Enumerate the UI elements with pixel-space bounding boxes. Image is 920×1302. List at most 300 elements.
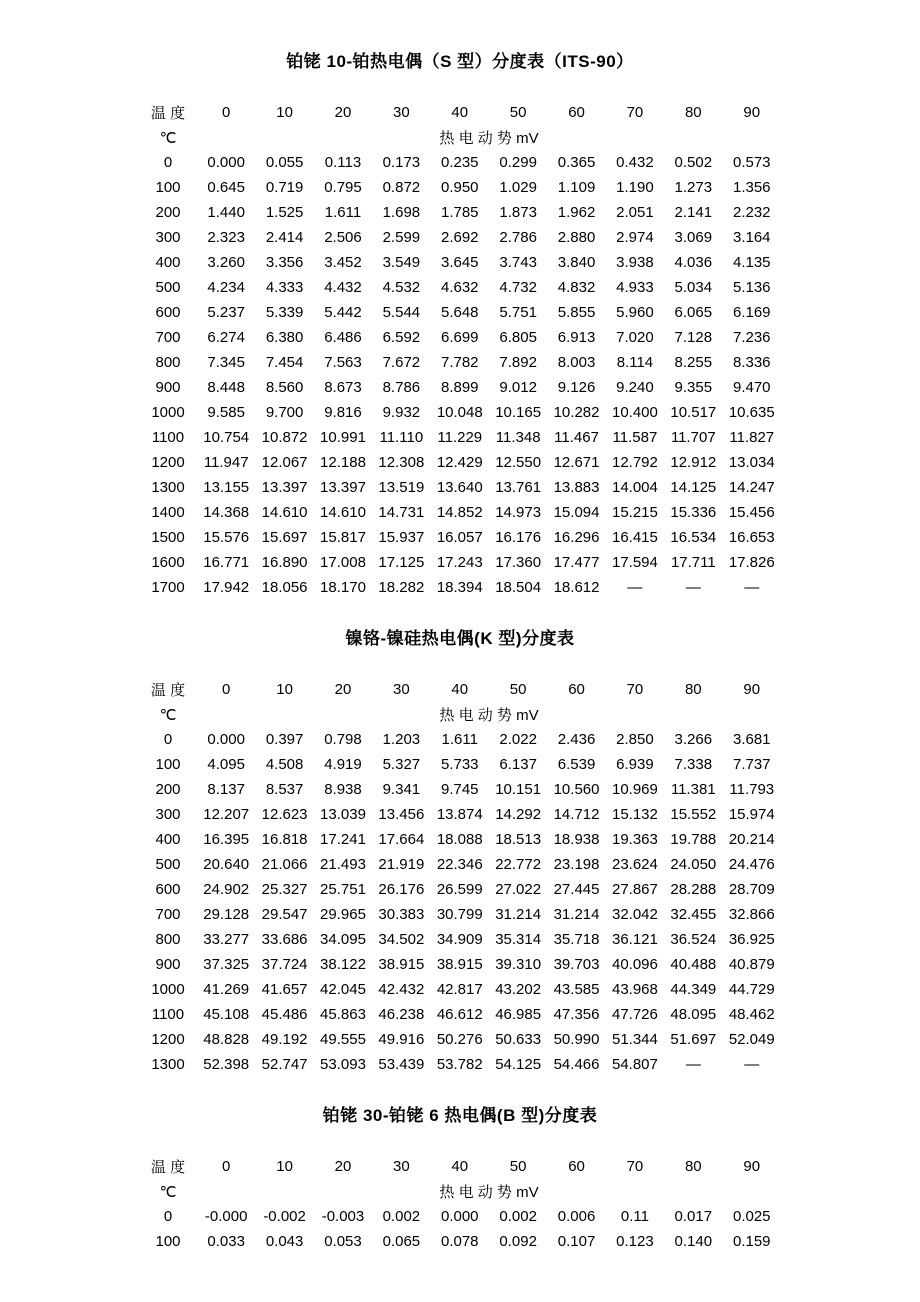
emf-value-cell: 48.462 (728, 1006, 775, 1023)
emf-value-cell: 23.198 (553, 856, 600, 873)
emf-value-cell: 18.088 (436, 831, 483, 848)
emf-value-cell: 2.974 (616, 229, 654, 246)
emf-value-cell: 45.863 (320, 1006, 366, 1023)
emf-value-cell: 49.916 (378, 1031, 425, 1048)
emf-value-cell: 54.466 (553, 1056, 600, 1073)
emf-value-cell: 47.356 (553, 1006, 600, 1023)
emf-value-cell: 26.176 (378, 881, 425, 898)
emf-value-cell: 36.524 (670, 931, 717, 948)
emf-value-cell: 43.968 (611, 981, 658, 998)
emf-value-cell: 0.055 (265, 154, 304, 171)
emf-value-cell: 2.022 (499, 731, 537, 748)
table-row (139, 150, 781, 175)
emf-value-cell: 6.539 (557, 756, 596, 773)
emf-value-cell: 2.051 (616, 204, 654, 221)
emf-value-cell: 12.308 (378, 454, 425, 471)
emf-value-cell: 14.125 (670, 479, 717, 496)
emf-value-cell: 16.534 (670, 529, 717, 546)
emf-value-cell: 12.671 (553, 454, 600, 471)
emf-value-cell: 35.718 (553, 931, 600, 948)
emf-value-cell: — (744, 1056, 760, 1073)
temperature-cell: 1500 (151, 529, 185, 546)
table-row (139, 200, 781, 225)
emf-value-cell: 16.653 (728, 529, 775, 546)
column-header: 70 (626, 1158, 644, 1175)
emf-value-cell: 2.436 (557, 731, 596, 748)
emf-value-cell: 27.867 (611, 881, 658, 898)
k-type-thermocouple-table (139, 677, 781, 1077)
celsius-unit-label: ℃ (159, 129, 177, 147)
temperature-cell: 1400 (151, 504, 185, 521)
emf-value-cell: 4.532 (382, 279, 421, 296)
table-row (139, 927, 781, 952)
emf-value-cell: 8.255 (674, 354, 713, 371)
emf-value-cell: 1.873 (499, 204, 537, 221)
emf-value-cell: 5.034 (674, 279, 713, 296)
emf-value-cell: 7.892 (499, 354, 537, 371)
emf-value-cell: 15.456 (728, 504, 775, 521)
emf-value-cell: — (685, 1056, 701, 1073)
temperature-cell: 200 (155, 781, 181, 798)
emf-value-cell: 0.432 (616, 154, 654, 171)
emf-value-cell: 28.709 (728, 881, 775, 898)
emf-value-cell: 13.397 (320, 479, 366, 496)
column-header: 温 度 (150, 1159, 186, 1176)
emf-value-cell: 21.919 (378, 856, 425, 873)
table-head (139, 1154, 781, 1204)
emf-value-cell: 16.771 (203, 554, 250, 571)
b-type-section (0, 1101, 920, 1254)
s-type-thermocouple-table (139, 100, 781, 600)
emf-unit-label: 热 电 动 势 mV (439, 130, 539, 147)
emf-value-cell: 7.020 (616, 329, 654, 346)
emf-value-cell: 0.573 (732, 154, 771, 171)
emf-value-cell: 7.563 (324, 354, 362, 371)
emf-value-cell: 0.159 (732, 1233, 771, 1250)
temperature-cell: 600 (155, 881, 181, 898)
emf-value-cell: 9.341 (382, 781, 421, 798)
column-header: 90 (743, 1158, 761, 1175)
emf-value-cell: 7.236 (732, 329, 771, 346)
emf-value-cell: 46.612 (436, 1006, 483, 1023)
emf-value-cell: 12.550 (495, 454, 542, 471)
emf-value-cell: 6.805 (499, 329, 537, 346)
temperature-cell: 200 (155, 204, 181, 221)
table-row (139, 175, 781, 200)
emf-value-cell: 43.585 (553, 981, 600, 998)
emf-value-cell: 10.872 (261, 429, 308, 446)
emf-value-cell: 8.336 (732, 354, 771, 371)
emf-value-cell: 38.915 (436, 956, 483, 973)
emf-value-cell: 3.681 (732, 731, 771, 748)
emf-value-cell: 41.269 (203, 981, 250, 998)
table-body (139, 150, 781, 600)
emf-value-cell: 1.273 (674, 179, 713, 196)
emf-value-cell: 5.544 (382, 304, 421, 321)
emf-value-cell: 17.594 (611, 554, 658, 571)
unit-row (139, 1179, 781, 1204)
emf-value-cell: -0.003 (321, 1208, 365, 1225)
emf-value-cell: 25.327 (261, 881, 308, 898)
emf-value-cell: 15.094 (553, 504, 600, 521)
emf-value-cell: 52.049 (728, 1031, 775, 1048)
emf-value-cell: 3.069 (674, 229, 713, 246)
temperature-cell: 800 (155, 354, 181, 371)
emf-value-cell: 49.555 (320, 1031, 366, 1048)
temperature-cell: 900 (155, 956, 181, 973)
emf-value-cell: 6.380 (265, 329, 304, 346)
temperature-cell: 1600 (151, 554, 185, 571)
table-row (139, 1229, 781, 1254)
table-row (139, 400, 781, 425)
emf-value-cell: 1.109 (557, 179, 596, 196)
emf-value-cell: 4.933 (616, 279, 654, 296)
emf-value-cell: 16.296 (553, 529, 600, 546)
emf-value-cell: 2.786 (499, 229, 537, 246)
emf-value-cell: 15.697 (261, 529, 308, 546)
emf-value-cell: 17.826 (728, 554, 775, 571)
celsius-unit-label: ℃ (159, 706, 177, 724)
column-header: 60 (568, 1158, 585, 1175)
column-header: 0 (222, 104, 231, 121)
emf-value-cell: 44.729 (728, 981, 775, 998)
emf-value-cell: 11.947 (203, 454, 249, 471)
emf-value-cell: 42.432 (378, 981, 425, 998)
table-row (139, 450, 781, 475)
emf-value-cell: 9.585 (207, 404, 245, 421)
table-row (139, 250, 781, 275)
emf-value-cell: 15.336 (670, 504, 717, 521)
emf-value-cell: 7.737 (732, 756, 771, 773)
emf-value-cell: 13.155 (203, 479, 250, 496)
emf-value-cell: 19.788 (670, 831, 717, 848)
table-row (139, 1204, 781, 1229)
celsius-unit-label: ℃ (159, 1183, 177, 1201)
table-row (139, 475, 781, 500)
emf-value-cell: 10.400 (611, 404, 658, 421)
emf-value-cell: 12.792 (611, 454, 658, 471)
column-header: 30 (393, 681, 410, 698)
b-type-table-title: 铂铑 30-铂铑 6 热电偶(B 型)分度表 (322, 1106, 598, 1125)
emf-value-cell: 48.095 (670, 1006, 717, 1023)
emf-value-cell: 20.214 (728, 831, 775, 848)
emf-value-cell: 4.135 (732, 254, 771, 271)
emf-value-cell: 18.504 (495, 579, 542, 596)
emf-value-cell: — (685, 579, 701, 596)
emf-value-cell: 29.128 (203, 906, 250, 923)
emf-value-cell: 0.107 (557, 1233, 596, 1250)
emf-value-cell: 0.11 (620, 1208, 649, 1225)
emf-value-cell: 15.937 (378, 529, 425, 546)
emf-value-cell: 14.368 (203, 504, 250, 521)
emf-value-cell: 48.828 (203, 1031, 250, 1048)
emf-value-cell: 9.012 (499, 379, 537, 396)
emf-value-cell: 2.850 (616, 731, 654, 748)
temperature-cell: 100 (155, 756, 181, 773)
emf-value-cell: 17.241 (320, 831, 366, 848)
emf-value-cell: 33.277 (203, 931, 250, 948)
temperature-cell: 0 (163, 154, 173, 171)
temperature-cell: 300 (155, 229, 181, 246)
emf-value-cell: 2.232 (732, 204, 771, 221)
emf-value-cell: 2.414 (265, 229, 304, 246)
column-header-row (139, 1154, 781, 1179)
emf-unit-label: 热 电 动 势 mV (439, 1184, 539, 1201)
emf-value-cell: 5.339 (265, 304, 304, 321)
table-row (139, 275, 781, 300)
emf-value-cell: 0.173 (382, 154, 421, 171)
emf-value-cell: 41.657 (261, 981, 308, 998)
table-row (139, 1027, 781, 1052)
emf-value-cell: 18.282 (378, 579, 425, 596)
emf-value-cell: 50.990 (553, 1031, 600, 1048)
emf-value-cell: — (627, 579, 643, 596)
temperature-cell: 400 (155, 831, 181, 848)
emf-value-cell: 18.938 (553, 831, 600, 848)
emf-value-cell: 14.004 (611, 479, 658, 496)
emf-value-cell: 6.169 (732, 304, 771, 321)
emf-value-cell: 10.560 (553, 781, 600, 798)
emf-value-cell: 9.126 (557, 379, 596, 396)
emf-value-cell: 2.506 (324, 229, 362, 246)
emf-value-cell: 10.165 (495, 404, 542, 421)
emf-value-cell: 11.707 (670, 429, 716, 446)
emf-value-cell: 13.456 (378, 806, 425, 823)
emf-value-cell: 38.915 (378, 956, 425, 973)
column-header: 30 (393, 104, 410, 121)
emf-value-cell: 15.132 (611, 806, 658, 823)
table-row (139, 827, 781, 852)
column-header: 30 (393, 1158, 410, 1175)
emf-value-cell: 10.517 (670, 404, 717, 421)
emf-value-cell: 17.664 (378, 831, 425, 848)
emf-value-cell: 5.327 (382, 756, 421, 773)
emf-value-cell: 6.274 (207, 329, 245, 346)
emf-value-cell: 1.698 (382, 204, 421, 221)
table-row (139, 777, 781, 802)
emf-value-cell: 23.624 (611, 856, 658, 873)
column-header: 80 (684, 1158, 702, 1175)
table-row (139, 727, 781, 752)
temperature-cell: 500 (155, 279, 181, 296)
emf-value-cell: 0.033 (207, 1233, 245, 1250)
emf-value-cell: 30.383 (378, 906, 425, 923)
emf-value-cell: 17.243 (436, 554, 483, 571)
emf-value-cell: 0.092 (499, 1233, 537, 1250)
emf-value-cell: 0.000 (207, 154, 245, 171)
emf-value-cell: 3.356 (265, 254, 304, 271)
emf-value-cell: 14.712 (553, 806, 600, 823)
emf-value-cell: 10.754 (203, 429, 250, 446)
temperature-cell: 0 (163, 1208, 173, 1225)
emf-value-cell: 17.942 (203, 579, 250, 596)
emf-value-cell: 34.909 (436, 931, 483, 948)
emf-value-cell: 0.017 (674, 1208, 713, 1225)
emf-value-cell: 0.950 (440, 179, 479, 196)
emf-value-cell: 12.429 (436, 454, 483, 471)
emf-value-cell: 53.782 (436, 1056, 483, 1073)
table-row (139, 852, 781, 877)
temperature-cell: 800 (155, 931, 181, 948)
emf-value-cell: 25.751 (320, 881, 366, 898)
emf-value-cell: 21.493 (320, 856, 366, 873)
emf-value-cell: 8.673 (324, 379, 362, 396)
temperature-cell: 1100 (151, 1006, 185, 1023)
emf-value-cell: 53.439 (378, 1056, 425, 1073)
emf-value-cell: 24.050 (670, 856, 717, 873)
emf-value-cell: 11.110 (379, 429, 424, 446)
emf-value-cell: 36.121 (611, 931, 658, 948)
emf-value-cell: 11.348 (495, 429, 541, 446)
emf-value-cell: 16.057 (436, 529, 483, 546)
emf-value-cell: 0.000 (207, 731, 245, 748)
emf-value-cell: 32.866 (728, 906, 775, 923)
emf-value-cell: 7.672 (382, 354, 421, 371)
emf-value-cell: 0.113 (324, 154, 362, 171)
emf-value-cell: 1.611 (324, 204, 362, 221)
emf-value-cell: 11.229 (437, 429, 483, 446)
emf-value-cell: 1.785 (440, 204, 479, 221)
emf-value-cell: 0.025 (732, 1208, 771, 1225)
emf-value-cell: 0.140 (674, 1233, 713, 1250)
table-head (139, 100, 781, 150)
emf-value-cell: 0.043 (265, 1233, 304, 1250)
table-row (139, 902, 781, 927)
emf-value-cell: 12.623 (261, 806, 308, 823)
emf-value-cell: 54.125 (495, 1056, 542, 1073)
emf-value-cell: 5.648 (440, 304, 479, 321)
emf-value-cell: 42.045 (320, 981, 366, 998)
emf-value-cell: 0.053 (324, 1233, 362, 1250)
emf-value-cell: 8.137 (207, 781, 245, 798)
emf-value-cell: 18.394 (436, 579, 483, 596)
temperature-cell: 1300 (151, 479, 185, 496)
table-row (139, 350, 781, 375)
emf-value-cell: 16.415 (611, 529, 658, 546)
emf-value-cell: 1.190 (616, 179, 654, 196)
emf-value-cell: 4.432 (324, 279, 362, 296)
emf-value-cell: 10.151 (495, 781, 542, 798)
emf-value-cell: 0.235 (440, 154, 479, 171)
emf-value-cell: 15.974 (728, 806, 775, 823)
unit-row (139, 702, 781, 727)
emf-value-cell: 24.476 (728, 856, 775, 873)
emf-value-cell: 9.816 (324, 404, 362, 421)
emf-value-cell: 5.237 (207, 304, 245, 321)
emf-value-cell: 33.686 (261, 931, 308, 948)
emf-value-cell: 4.832 (557, 279, 596, 296)
emf-value-cell: 5.733 (440, 756, 479, 773)
emf-value-cell: 32.455 (670, 906, 717, 923)
emf-value-cell: 17.008 (320, 554, 366, 571)
table-row (139, 225, 781, 250)
emf-value-cell: 50.276 (436, 1031, 483, 1048)
emf-value-cell: 1.203 (382, 731, 421, 748)
emf-value-cell: 52.747 (261, 1056, 308, 1073)
table-row (139, 575, 781, 600)
emf-value-cell: 17.125 (378, 554, 425, 571)
emf-value-cell: 3.645 (440, 254, 479, 271)
emf-value-cell: 8.003 (557, 354, 596, 371)
emf-value-cell: 37.325 (203, 956, 250, 973)
emf-value-cell: 2.599 (382, 229, 421, 246)
emf-value-cell: 46.985 (495, 1006, 542, 1023)
temperature-cell: 400 (155, 254, 181, 271)
table-row (139, 752, 781, 777)
emf-value-cell: 5.442 (324, 304, 362, 321)
emf-value-cell: 6.913 (557, 329, 596, 346)
emf-value-cell: 29.965 (320, 906, 366, 923)
emf-value-cell: 8.448 (207, 379, 245, 396)
emf-value-cell: 0.365 (557, 154, 596, 171)
emf-value-cell: 12.207 (203, 806, 250, 823)
emf-value-cell: 4.732 (499, 279, 537, 296)
emf-value-cell: 8.114 (616, 354, 654, 371)
emf-value-cell: 45.486 (261, 1006, 308, 1023)
emf-value-cell: 15.817 (320, 529, 366, 546)
emf-value-cell: 40.879 (728, 956, 775, 973)
emf-value-cell: 14.610 (320, 504, 366, 521)
emf-value-cell: — (744, 579, 760, 596)
column-header-row (139, 100, 781, 125)
emf-value-cell: 28.288 (670, 881, 717, 898)
emf-value-cell: 16.890 (261, 554, 308, 571)
emf-value-cell: 14.973 (495, 504, 542, 521)
emf-value-cell: 10.282 (553, 404, 600, 421)
emf-value-cell: 30.799 (436, 906, 483, 923)
table-row (139, 375, 781, 400)
temperature-cell: 1100 (151, 429, 185, 446)
emf-value-cell: 5.960 (616, 304, 654, 321)
column-header: 20 (334, 1158, 352, 1175)
emf-value-cell: 0.000 (440, 1208, 479, 1225)
emf-value-cell: 10.991 (320, 429, 366, 446)
emf-value-cell: 18.513 (495, 831, 542, 848)
emf-value-cell: 0.078 (440, 1233, 479, 1250)
s-type-section (0, 47, 920, 600)
table-row (139, 300, 781, 325)
emf-value-cell: 2.323 (207, 229, 245, 246)
table-row (139, 952, 781, 977)
emf-value-cell: 24.902 (203, 881, 250, 898)
emf-value-cell: 0.002 (382, 1208, 421, 1225)
column-header: 70 (626, 681, 644, 698)
column-header: 40 (451, 681, 469, 698)
emf-value-cell: 17.477 (553, 554, 600, 571)
emf-value-cell: 6.939 (616, 756, 654, 773)
emf-value-cell: 3.266 (674, 731, 713, 748)
column-header: 90 (743, 104, 761, 121)
emf-value-cell: 7.345 (207, 354, 245, 371)
emf-value-cell: 9.745 (440, 781, 479, 798)
emf-value-cell: 22.772 (495, 856, 542, 873)
k-type-section (0, 624, 920, 1077)
emf-value-cell: 4.333 (265, 279, 304, 296)
emf-value-cell: 26.599 (436, 881, 483, 898)
emf-value-cell: 21.066 (261, 856, 308, 873)
column-header: 80 (684, 681, 702, 698)
column-header: 50 (509, 681, 527, 698)
emf-value-cell: 11.827 (729, 429, 775, 446)
emf-value-cell: 0.872 (382, 179, 421, 196)
emf-value-cell: 8.537 (265, 781, 304, 798)
emf-value-cell: 9.932 (382, 404, 421, 421)
column-header: 60 (568, 681, 585, 698)
table-row (139, 425, 781, 450)
emf-value-cell: 34.095 (320, 931, 366, 948)
column-header: 温 度 (150, 105, 186, 122)
emf-value-cell: 9.700 (265, 404, 304, 421)
